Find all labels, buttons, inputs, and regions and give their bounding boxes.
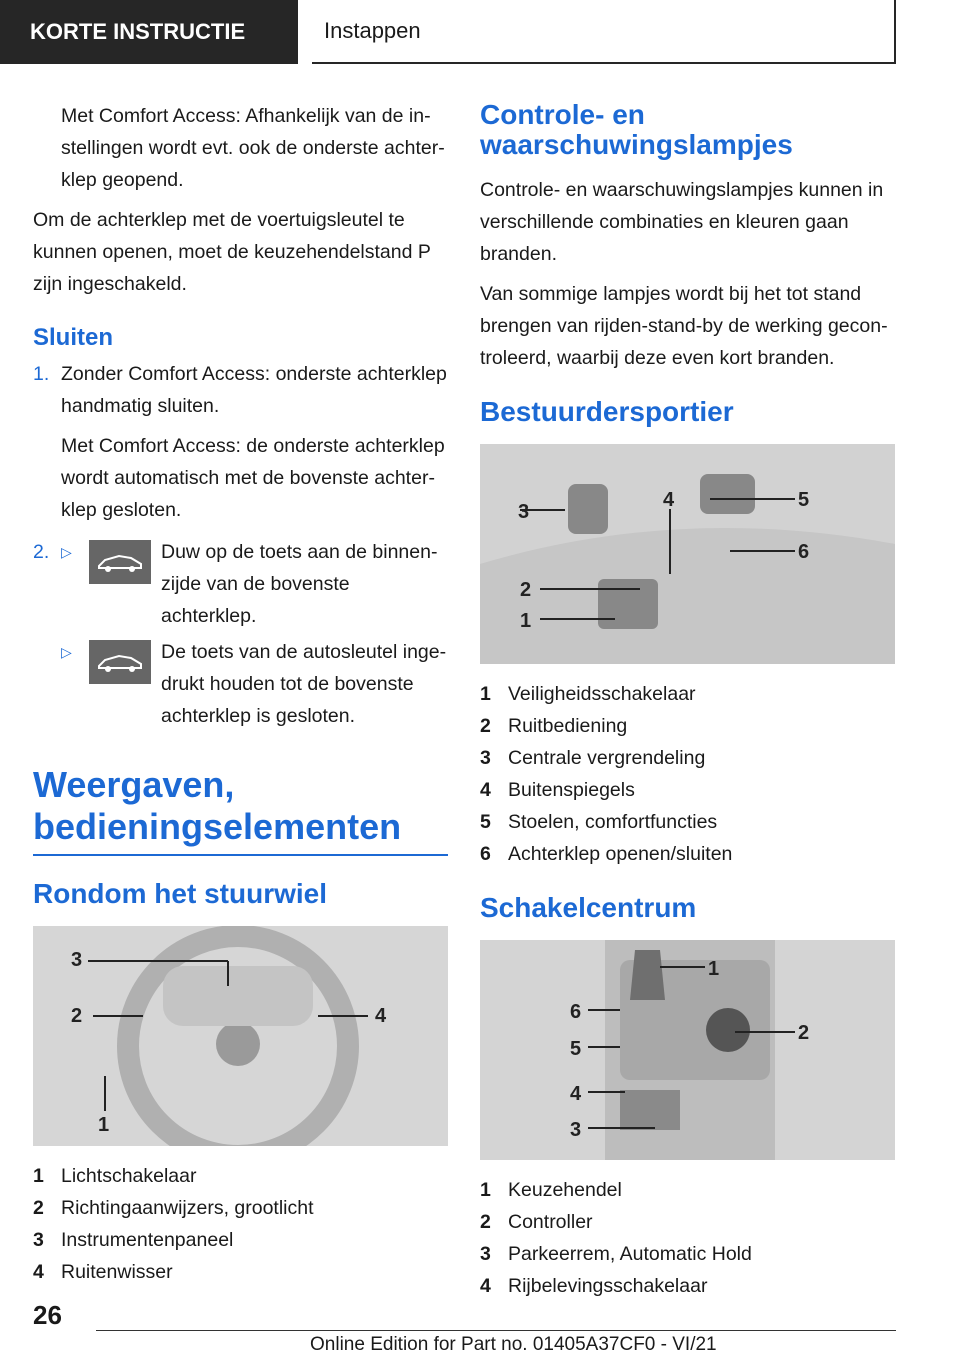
triangle-bullet-icon: ▷ [61,544,72,560]
list-item: 4 Ruitenwisser [33,1261,173,1283]
svg-text:3: 3 [570,1119,582,1141]
svg-text:5: 5 [570,1038,582,1060]
substep [61,636,448,732]
list-item: 1 Keuzehendel [480,1179,622,1201]
step-number: 1. [33,363,50,385]
heading-schakelcentrum: Schakelcentrum [480,892,697,923]
svg-text:1: 1 [98,1114,110,1136]
portier-legend [480,678,895,870]
substep-text: De toets van de autosleutel ingedrukt houden tot de bovenste achterklep is gesloten. [161,641,447,727]
stuurwiel-legend [33,1160,448,1288]
svg-text:4: 4 [375,1005,387,1027]
center-console-photo [480,940,895,1160]
schakel-legend [480,1174,895,1302]
section-heading: Weergaven, bedieningselementen [33,764,448,856]
right-column [480,100,895,1302]
list-item: 2 Richtingaanwijzers, grootlicht [33,1197,314,1219]
heading-portier: Bestuurdersportier [480,396,734,427]
svg-text:6: 6 [798,541,810,563]
footer-divider [96,1330,896,1331]
list-item: 1 Veiligheidsschakelaar [480,683,696,705]
list-item: 2 Controller [480,1211,593,1233]
section-title: Instappen [312,0,896,64]
step-text: Zonder Comfort Access: onderste achterklep handmatig sluiten. [61,363,447,417]
svg-text:6: 6 [570,1001,582,1023]
svg-text:1: 1 [520,610,532,632]
step-text: Met Comfort Access: de onderste achterklep wordt automatisch met de bovenste achterklep gesloten. [61,435,445,521]
svg-text:3: 3 [518,501,530,523]
step-number: 2. [33,541,50,563]
list-item: 1 Lichtschakelaar [33,1165,197,1187]
steering-wheel-photo [33,926,448,1146]
list-item: 5 Stoelen, comfortfuncties [480,811,718,833]
svg-text:2: 2 [520,579,532,601]
svg-text:1: 1 [708,958,720,980]
heading-stuurwiel: Rondom het stuurwiel [33,878,327,909]
paragraph: Om de achterklep met de voertuigsleutel te kunnen openen, moet de keuzehendelstand P zijn ingeschakeld. [33,209,431,295]
left-column [33,100,448,1288]
paragraph: Met Comfort Access: Afhankelijk van de instellingen wordt evt. ook de onderste achterklep geopend. [61,105,445,191]
step-1 [33,358,448,534]
svg-text:5: 5 [798,489,810,511]
heading-sluiten: Sluiten [33,324,114,351]
tailgate-button-icon [89,640,151,684]
list-item: 4 Rijbelevingsschakelaar [480,1275,708,1297]
list-item: 6 Achterklep openen/sluiten [480,843,733,865]
step-2 [33,536,448,736]
page-number: 26 [33,1300,62,1330]
svg-text:4: 4 [570,1083,582,1105]
svg-text:3: 3 [71,949,83,971]
list-item: 3 Parkeerrem, Automatic Hold [480,1243,752,1265]
list-item: 2 Ruitbediening [480,715,628,737]
list-item: 3 Centrale vergrendeling [480,747,706,769]
substep [61,536,448,632]
door-panel-photo [480,444,895,664]
tailgate-button-icon [89,540,151,584]
triangle-bullet-icon: ▷ [61,644,72,660]
svg-text:2: 2 [798,1022,810,1044]
footer-edition: Online Edition for Part no. 01405A37CF0 - VI/21 [310,1334,717,1355]
chapter-tab: KORTE INSTRUCTIE [0,0,298,64]
svg-text:4: 4 [663,489,675,511]
heading-controle: Controle- en waarschuwingslampjes [480,99,793,160]
list-item: 3 Instrumentenpaneel [33,1229,234,1251]
substep-text: Duw op de toets aan de binnenzijde van de bovenste achterklep. [161,541,438,627]
paragraph: Controle- en waarschuwingslampjes kunnen in verschillende combinaties en kleuren gaan branden. [480,179,884,265]
paragraph: Van sommige lampjes wordt bij het tot stand brengen van rijden-stand-by de werking gecontroleerd, waarbij deze even kort branden. [480,283,888,369]
svg-text:2: 2 [71,1005,83,1027]
list-item: 4 Buitenspiegels [480,779,635,801]
